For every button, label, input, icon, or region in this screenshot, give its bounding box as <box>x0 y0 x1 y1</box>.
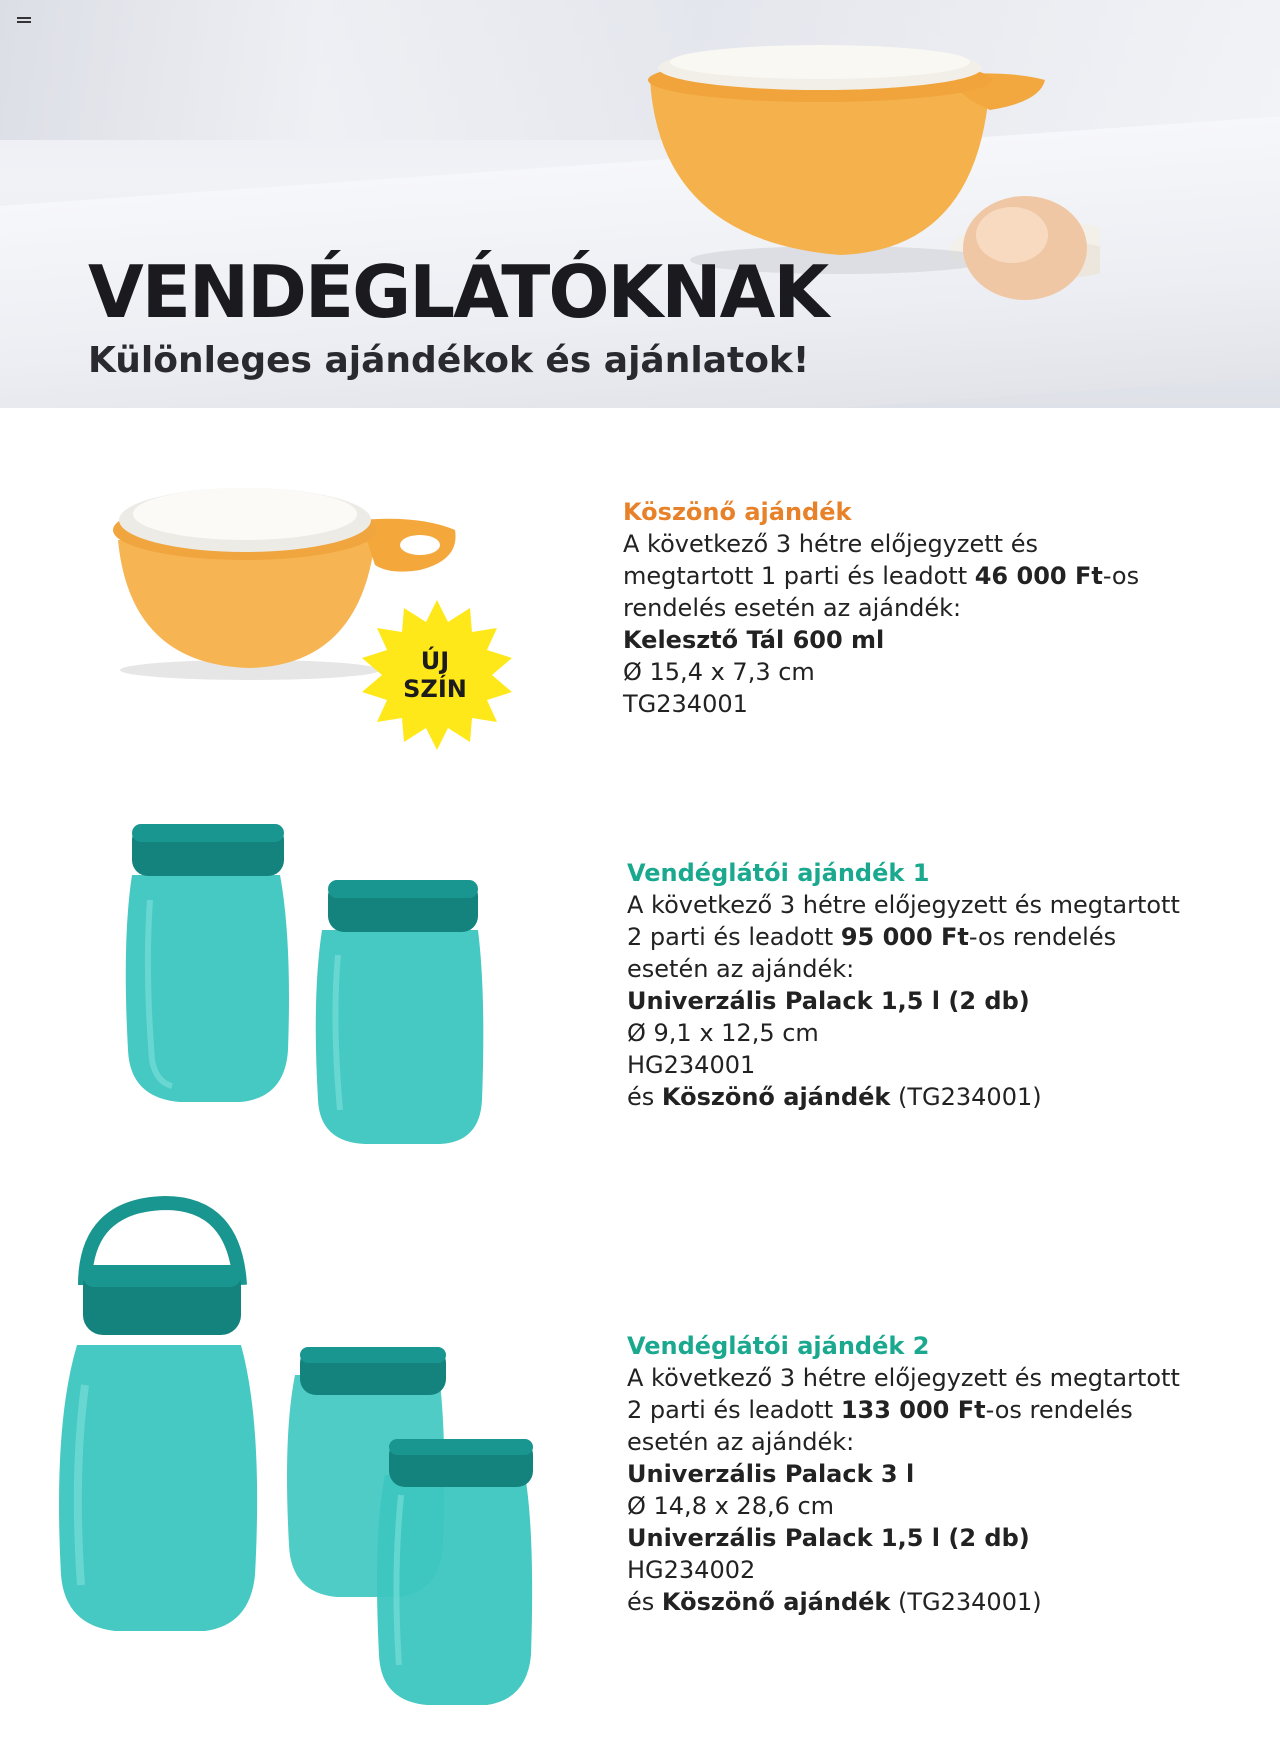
offer-size: Ø 15,4 x 7,3 cm <box>623 658 815 686</box>
offer-text: (TG234001) <box>890 1588 1042 1616</box>
offer-extra <box>627 1081 1227 1113</box>
offer-product <box>627 985 1227 1017</box>
offer-text: (TG234001) <box>890 1083 1042 1111</box>
offer-line: esetén az ajándék: <box>627 955 855 983</box>
offer-code: HG234002 <box>627 1556 756 1584</box>
offer-line <box>627 921 1227 953</box>
offer-text: 2 parti és leadott <box>627 923 841 951</box>
offer-line: esetén az ajándék: <box>627 1428 855 1456</box>
badge-line-2: SZÍN <box>403 675 467 703</box>
offer-line: A következő 3 hétre előjegyzett és megtartott <box>627 891 1180 919</box>
offer-text: -os rendelés <box>985 1396 1133 1424</box>
offer-line: rendelés esetén az ajándék: <box>623 594 962 622</box>
menu-icon[interactable] <box>17 17 31 27</box>
offer-code: TG234001 <box>623 690 748 718</box>
offer-price: 95 000 Ft <box>840 923 969 951</box>
offer-product-name: Kelesztő Tál 600 ml <box>623 626 885 654</box>
new-color-badge-text <box>362 647 508 703</box>
offer-text: és <box>627 1083 662 1111</box>
offer-text: 2 parti és leadott <box>627 1396 841 1424</box>
offer-title: Köszönő ajándék <box>623 498 852 526</box>
offer-title: Vendéglátói ajándék 1 <box>627 859 930 887</box>
offer-extra-bold: Köszönő ajándék <box>661 1588 891 1616</box>
offer-price: 133 000 Ft <box>840 1396 986 1424</box>
offer-product-2 <box>627 1522 1227 1554</box>
offer-text: megtartott 1 parti és leadott <box>623 562 975 590</box>
page-title: VENDÉGLÁTÓKNAK <box>88 250 828 334</box>
offer-price: 46 000 Ft <box>974 562 1103 590</box>
offer-product-name: Univerzális Palack 1,5 l (2 db) <box>627 1524 1030 1552</box>
offer-host-gift-2 <box>627 1330 1227 1618</box>
bottles-1-5l-image <box>120 820 500 1150</box>
page-subtitle: Különleges ajándékok és ajánlatok! <box>88 340 810 381</box>
badge-line-1: ÚJ <box>420 647 450 675</box>
offer-text: és <box>627 1588 662 1616</box>
offer-extra <box>627 1586 1227 1618</box>
offer-extra-bold: Köszönő ajándék <box>661 1083 891 1111</box>
offer-line <box>627 1394 1227 1426</box>
offer-product <box>627 1458 1227 1490</box>
offer-title: Vendéglátói ajándék 2 <box>627 1332 930 1360</box>
offer-text: -os rendelés <box>968 923 1117 951</box>
hero-banner <box>0 0 1280 408</box>
offer-size: Ø 9,1 x 12,5 cm <box>627 1019 819 1047</box>
offer-host-gift-1 <box>627 857 1227 1113</box>
offer-line <box>623 560 1183 592</box>
offer-thank-you-gift <box>623 496 1183 720</box>
offer-size: Ø 14,8 x 28,6 cm <box>627 1492 835 1520</box>
offer-product-name: Univerzális Palack 1,5 l (2 db) <box>627 987 1030 1015</box>
offer-line: A következő 3 hétre előjegyzett és <box>623 530 1038 558</box>
offer-code: HG234001 <box>627 1051 756 1079</box>
offer-line: A következő 3 hétre előjegyzett és megtartott <box>627 1364 1180 1392</box>
offer-text: -os <box>1102 562 1140 590</box>
offer-product <box>623 624 1183 656</box>
offer-product-name: Univerzális Palack 3 l <box>627 1460 915 1488</box>
bottles-3l-set-image <box>55 1195 565 1735</box>
